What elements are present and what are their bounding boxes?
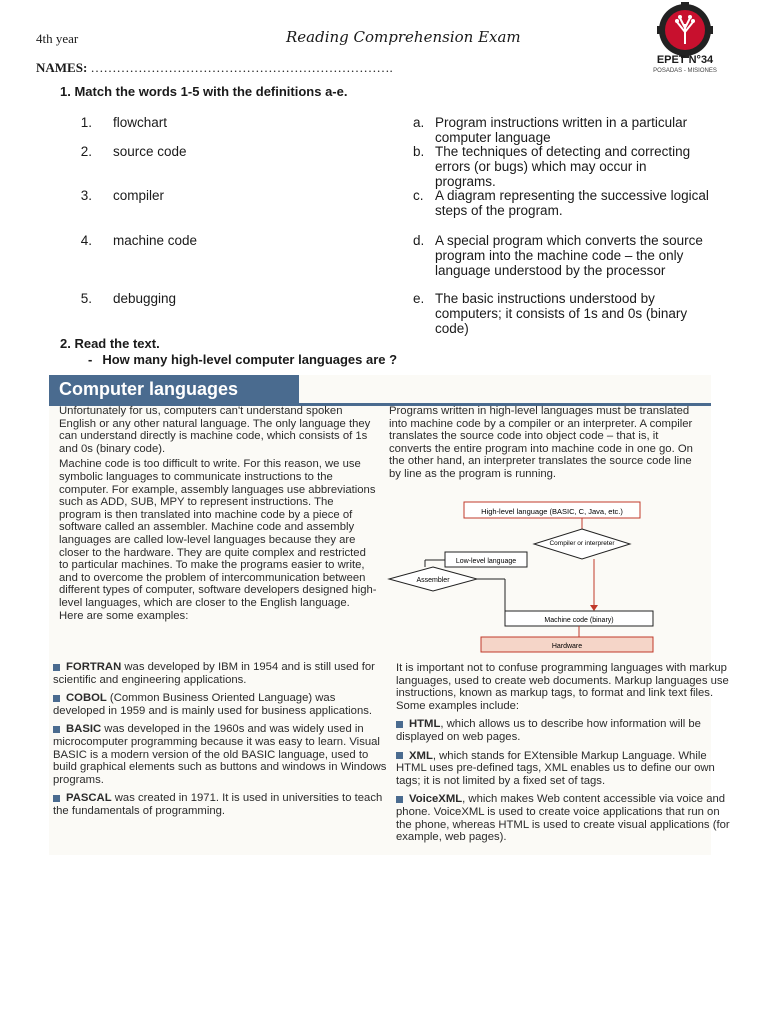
- word-item: source code: [113, 144, 187, 159]
- logo-location: POSADAS - MISIONES: [653, 68, 717, 74]
- left-paragraph: Unfortunately for us, computers can't understand spoken English or any other natural language. The only language they can understand directly is machine code, which consists of 1s and 0s (binary code).: [59, 405, 371, 455]
- high-level-label: High-level language (BASIC, C, Java, etc.): [481, 507, 623, 516]
- markup-item: HTML, which allows us to describe how information will be displayed on web pages.: [396, 718, 701, 743]
- markup-name: VoiceXML: [409, 793, 463, 806]
- markup-intro: It is important not to confuse programming languages with markup languages, used to create web documents. Markup languages use instructions, known as markup tags, to format and link text files. Some examples include:: [396, 662, 729, 712]
- markup-section: [396, 662, 732, 850]
- word-num: 2.: [80, 144, 92, 159]
- bullet-icon: [53, 695, 60, 702]
- markup-item: VoiceXML, which makes Web content accessible via voice and phone. VoiceXML is used to create voice applications that run on the phone, whereas HTML is used to create visual applications (for example, web pages).: [396, 793, 730, 844]
- language-diagram: [387, 495, 707, 660]
- question-2-sub: - How many high-level computer languages are ?: [88, 352, 398, 367]
- bullet-icon: [396, 752, 403, 759]
- article-heading: Computer languages: [49, 375, 299, 403]
- word-item: compiler: [113, 188, 165, 203]
- def-text: Program instructions written in a particular computer language: [435, 115, 688, 145]
- logo-gear-icon: [650, 2, 720, 92]
- machine-code-label: Machine code (binary): [544, 617, 614, 624]
- left-column: [59, 405, 377, 625]
- question-2-text: How many high-level computer languages are ?: [102, 352, 398, 367]
- example-item: COBOL (Common Business Oriented Language) was developed in 1959 and is mainly used for business applications.: [53, 692, 373, 717]
- compiler-label: Compiler or interpreter: [549, 540, 615, 547]
- right-column: [389, 405, 704, 484]
- low-level-label: Low-level language: [455, 558, 517, 565]
- word-num: 4.: [80, 233, 92, 248]
- word-item: flowchart: [113, 115, 168, 130]
- year-label: 4th year: [36, 31, 79, 46]
- def-letter: b.: [413, 144, 425, 159]
- example-name: FORTRAN: [66, 661, 122, 673]
- markup-item: XML, which stands for EXtensible Markup Language. While HTML uses pre-defined tags, XML enables us to define our own tags; it is not limited by a fixed set of tags.: [396, 749, 715, 787]
- hardware-label: Hardware: [551, 643, 583, 650]
- bullet-icon: [53, 664, 60, 671]
- examples-list: [53, 661, 389, 824]
- word-num: 1.: [80, 115, 92, 130]
- word-list: [70, 115, 350, 315]
- bullet-icon: [53, 795, 60, 802]
- bullet-icon: [53, 726, 60, 733]
- example-item: PASCAL was created in 1971. It is used in universities to teach the fundamentals of programming.: [53, 792, 383, 817]
- word-item: machine code: [113, 233, 198, 248]
- example-name: PASCAL: [66, 792, 112, 805]
- names-label: NAMES:: [36, 60, 88, 75]
- names-dots: …………………………………………………………….: [90, 60, 393, 75]
- word-num: 5.: [80, 291, 92, 306]
- bullet-icon: [396, 796, 403, 803]
- def-letter: d.: [413, 233, 425, 248]
- bullet-icon: [396, 721, 403, 728]
- logo-brand: EPET N°34: [656, 54, 714, 66]
- word-num: 3.: [80, 188, 92, 203]
- def-text: A special program which converts the source program into the machine code – the only language understood by the processor: [435, 233, 703, 278]
- example-item: BASIC was developed in the 1960s and was widely used in microcomputer programming because it was easy to learn. Visual BASIC is a modern version of the old BASIC language, used to build graphical elements such as buttons and windows in Windows programs.: [53, 723, 387, 786]
- def-text: The techniques of detecting and correcting errors (or bugs) which may occur in programs.: [435, 144, 691, 189]
- right-paragraph: Programs written in high-level languages must be translated into machine code by a compiler or an interpreter. A compiler translates the source code into object code – that is, it converts the entire program into machine code in one go. On the other hand, an interpreter translates the source code line by line as the program is running.: [389, 405, 693, 480]
- question-1-title: 1. Match the words 1-5 with the definitions a-e.: [60, 84, 348, 99]
- names-line: [36, 60, 393, 76]
- markup-name: XML: [409, 749, 433, 762]
- left-paragraph: Machine code is too difficult to write. For this reason, we use symbolic languages to communicate instructions to the computer. For example, assembly languages use abbreviations such as ADD, SUB, MPY to represent instructions. The program is then translated into machine code by a piece of software called an assembler. Machine code and assembly languages are called low-level languages because they are closer to the hardware. They are quite complex and restricted to particular machines. To make the programs easier to write, and to overcome the problem of intercommunication between different types of computer, software developers designed high-level languages, which are closer to the English language. Here are some examples:: [59, 458, 377, 622]
- example-name: BASIC: [66, 723, 102, 736]
- assembler-label: Assembler: [416, 577, 450, 584]
- example-name: COBOL: [66, 692, 107, 705]
- markup-name: HTML: [409, 718, 441, 731]
- def-text: The basic instructions understood by computers; it consists of 1s and 0s (binary code): [435, 291, 688, 336]
- question-2-title: 2. Read the text.: [60, 336, 160, 351]
- def-letter: c.: [413, 188, 424, 203]
- def-letter: a.: [413, 115, 425, 130]
- def-letter: e.: [413, 291, 425, 306]
- exam-title: Reading Comprehension Exam: [286, 28, 521, 46]
- example-item: FORTRAN was developed by IBM in 1954 and is still used for scientific and engineering applications.: [53, 661, 375, 686]
- school-logo: [650, 2, 720, 92]
- word-item: debugging: [113, 291, 177, 306]
- definition-list: [413, 115, 713, 345]
- def-text: A diagram representing the successive logical steps of the program.: [435, 188, 709, 218]
